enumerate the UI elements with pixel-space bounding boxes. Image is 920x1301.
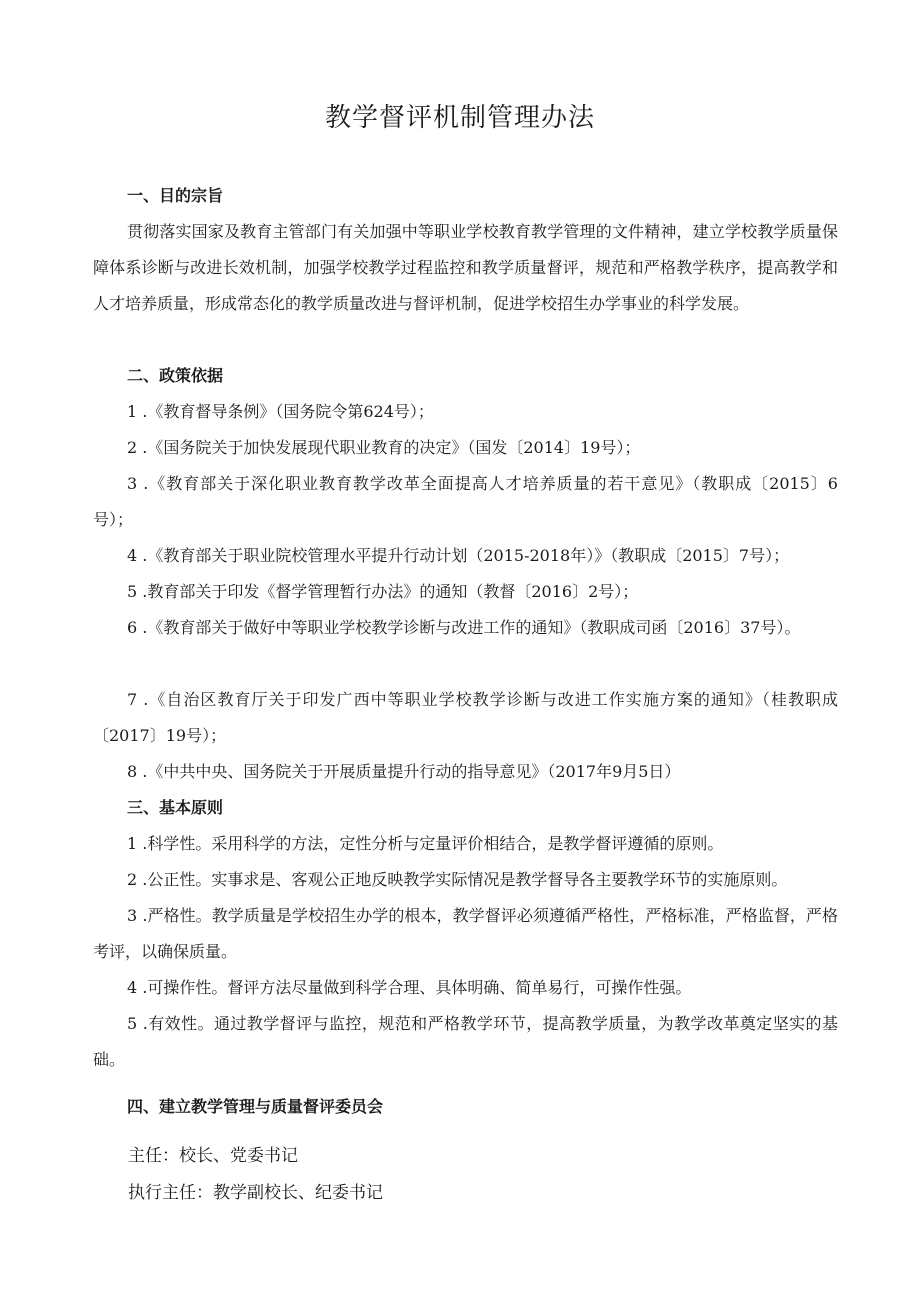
policy-item: 4 .《教育部关于职业院校管理水平提升行动计划（2015-2018年）》（教职成〔2015〕7号）； [127,546,790,565]
committee-member: 执行主任：教学副校长、纪委书记 [128,1183,383,1203]
section-heading-policy-basis: 二、政策依据 [127,366,224,385]
section-body-purpose: 贯彻落实国家及教育主管部门有关加强中等职业学校教育教学管理的文件精神，建立学校教学质量保障体系诊断与改进长效机制，加强学校教学过程监控和教学质量督评，规范和严格教学秩序，提高教学和人才培养质量，形成常态化的教学质量改进与督评机制，促进学校招生办学事业的科学发展。 [93,222,838,313]
policy-item: 2 .《国务院关于加快发展现代职业教育的决定》（国发〔2014〕19号）； [127,438,641,457]
policy-item: 8 .《中共中央、国务院关于开展质量提升行动的指导意见》（2017年9月5日） [127,762,681,781]
policy-item: 5 .教育部关于印发《督学管理暂行办法》的通知（教督〔2016〕2号）； [127,582,639,601]
policy-item: 7 .《自治区教育厅关于印发广西中等职业学校教学诊断与改进工作实施方案的通知》（桂教职成〔2017〕19号）； [93,690,838,745]
document-title: 教学督评机制管理办法 [324,103,595,133]
principle-item: 2 .公正性。实事求是、客观公正地反映教学实际情况是教学督导各主要教学环节的实施原则。 [127,870,788,889]
principle-item: 5 .有效性。通过教学督评与监控，规范和严格教学环节，提高教学质量，为教学改革奠定坚实的基础。 [93,1014,838,1069]
policy-item: 1 .《教育督导条例》（国务院令第624号）； [127,402,434,421]
section-heading-purpose: 一、目的宗旨 [127,186,224,205]
principle-item: 3 .严格性。教学质量是学校招生办学的根本，教学督评必须遵循严格性，严格标准，严格监督，严格考评，以确保质量。 [93,906,838,961]
principle-item: 4 .可操作性。督评方法尽量做到科学合理、具体明确、简单易行，可操作性强。 [127,978,692,997]
policy-item: 3 .《教育部关于深化职业教育教学改革全面提高人才培养质量的若干意见》（教职成〔2015〕6号）； [93,474,838,529]
section-heading-basic-principles: 三、基本原则 [127,798,224,817]
section-heading-committee: 四、建立教学管理与质量督评委员会 [127,1097,384,1116]
principle-item: 1 .科学性。采用科学的方法，定性分析与定量评价相结合，是教学督评遵循的原则。 [127,834,724,853]
policy-item: 6 .《教育部关于做好中等职业学校教学诊断与改进工作的通知》（教职成司函〔2016〕37号）。 [127,618,801,637]
committee-member: 主任：校长、党委书记 [128,1146,298,1166]
